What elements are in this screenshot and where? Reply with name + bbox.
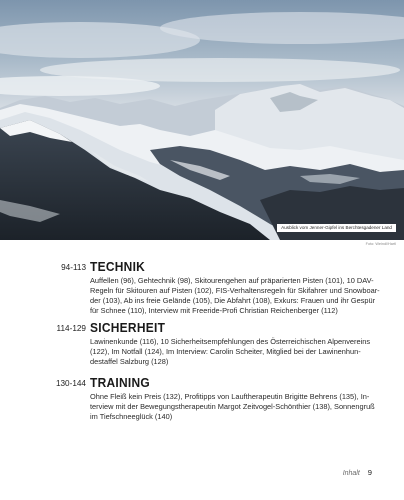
page-range: 94-113 [61,263,86,272]
contents-line: Auffellen (96), Gehtechnik (98), Skitourengehen auf präparierten Pisten (101), 10 DAV- [90,276,374,285]
contents-line: im Tiefschneeglück (140) [90,412,173,421]
section-contents [90,392,390,422]
mountain-landscape-image [0,0,404,240]
contents-line: terview mit der Bewegungstherapeutin Margot Zeitvogel-Schönthier (138), Sonnengruß [90,402,375,411]
photo-caption: Ausblick vom Jenner-Gipfel ins Berchtesgadener Land [277,224,396,232]
photo-credit: Foto: Weindl/Hartl [365,242,396,246]
page-range: 114-129 [56,324,86,333]
contents-line: der (103), Ab ins freie Gelände (105), Die Abfahrt (108), Exkurs: Frauen und ihr Gespür [90,296,376,305]
contents-line: für Schnee (110), Interview mit Freeride-Profi Christian Reichenberger (112) [90,306,338,315]
contents-line: Regeln für Skitouren auf Pisten (102), FIS-Verhaltensregeln für Skifahrer und Snowboar- [90,286,380,295]
footer-label: Inhalt [342,470,360,477]
page-footer [343,468,372,477]
contents-line: destaffel Salzburg (128) [90,357,169,366]
contents-line: (122), Im Notfall (124), Im Interview: Carolin Scheiter, Mitglied bei der Lawinenhun- [90,347,361,356]
section-title: TECHNIK [90,259,146,274]
section-title: TRAINING [90,375,151,390]
contents-line: Ohne Fleiß kein Preis (132), Profitipps von Lauftherapeutin Brigitte Behrens (135), In- [90,392,370,401]
mountain-photo [0,0,404,240]
section-title: SICHERHEIT [90,320,166,335]
section-contents [90,276,390,316]
page-number: 9 [367,468,372,477]
section-contents [90,337,390,367]
page-range: 130-144 [55,379,86,388]
contents-line: Lawinenkunde (116), 10 Sicherheitsempfehlungen des Österreichischen Alpenvereins [90,337,371,346]
